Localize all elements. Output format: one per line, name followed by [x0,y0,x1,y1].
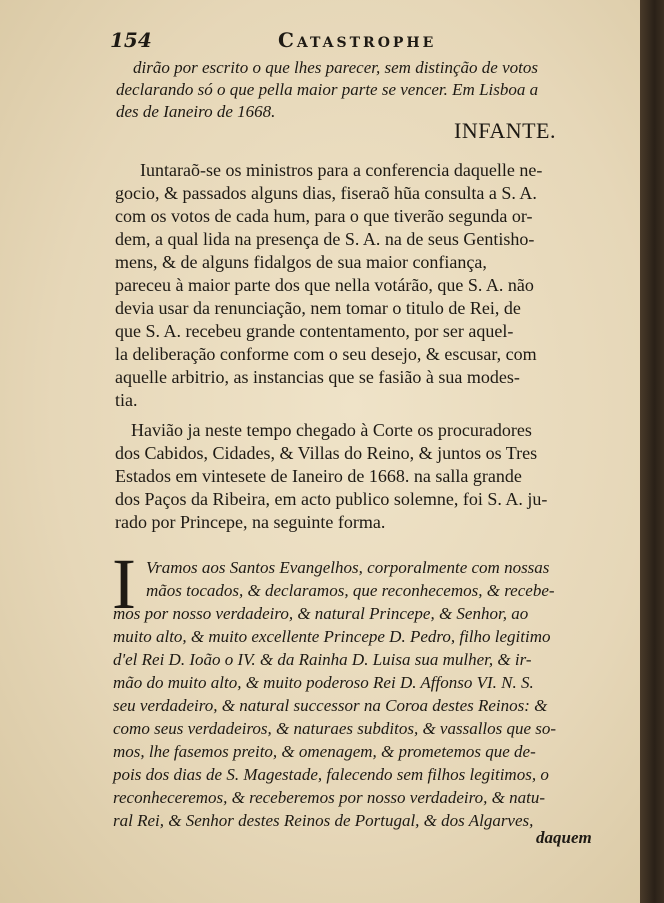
text-line: dos Paços da Ribeira, em acto publico solemne, foi S. A. ju- [115,489,548,509]
text-line: mos por nosso verdadeiro, & natural Princepe, & Senhor, ao [113,604,529,623]
catchword: daquem [536,828,592,847]
text-line: dos Cabidos, Cidades, & Villas do Reino, & juntos os Tres [115,443,538,463]
text-line: des de Ianeiro de 1668. [116,102,276,121]
text-line: mens, & de alguns fidalgos de sua maior confiança, [115,252,487,272]
text-line: tia. [115,390,138,410]
text-line: d'el Rei D. Ioão o IV. & da Rainha D. Luisa sua mulher, & ir- [113,650,532,669]
text-line: ral Rei, & Senhor destes Reinos de Portugal, & dos Algarves, [113,811,534,830]
book-edge [640,0,664,903]
text-line: Iuntaraõ-se os ministros para a conferencia daquelle ne- [140,160,543,180]
signature-infante: INFANTE. [454,118,556,143]
text-line: mos, lhe fasemos preito, & omenagem, & prometemos que de- [113,742,536,761]
text-line: Estados em vintesete de Ianeiro de 1668. na salla grande [115,466,522,486]
text-line: seu verdadeiro, & natural successor na Coroa destes Reinos: & [113,696,548,715]
text-line: declarando só o que pella maior parte se vencer. Em Lisboa a [116,80,539,99]
text-line: como seus verdadeiros, & naturaes subditos, & vassallos que so- [113,719,557,738]
text-line: rado por Princepe, na seguinte forma. [115,512,386,532]
drop-cap: I [112,544,136,624]
text-line: dem, a qual lida na presença de S. A. na de seus Gentisho- [115,229,535,249]
text-line: com os votos de cada hum, para o que tiverão segunda or- [115,206,533,226]
text-line: gocio, & passados alguns dias, fiseraõ hũa consulta a S. A. [115,183,537,203]
text-line: devia usar da renunciação, nem tomar o titulo de Rei, de [115,298,521,318]
running-title: Catastrophe [278,28,437,52]
page-number: 154 [110,28,152,52]
text-line: dirão por escrito o que lhes parecer, sem distinção de votos [133,58,538,77]
text-line: pois dos dias de S. Magestade, falecendo sem filhos legitimos, o [113,765,549,784]
text-line: mão do muito alto, & muito poderoso Rei D. Affonso VI. N. S. [113,673,534,692]
text-line: Havião ja neste tempo chegado à Corte os procuradores [131,420,532,440]
text-line: aquelle arbitrio, as instancias que se fasião à sua modes- [115,367,520,387]
text-line: pareceu à maior parte dos que nella votárão, que S. A. não [115,275,534,295]
text-line: Vramos aos Santos Evangelhos, corporalmente com nossas [146,558,550,577]
text-line: muito alto, & muito excellente Princepe D. Pedro, filho legitimo [113,627,551,646]
text-line: la deliberação conforme com o seu desejo, & escusar, com [115,344,537,364]
page-header [110,28,630,54]
text-line: mãos tocados, & declaramos, que reconhecemos, & recebe- [146,581,555,600]
text-line: reconheceremos, & receberemos por nosso verdadeiro, & natu- [113,788,545,807]
text-line: que S. A. recebeu grande contentamento, por ser aquel- [115,321,514,341]
